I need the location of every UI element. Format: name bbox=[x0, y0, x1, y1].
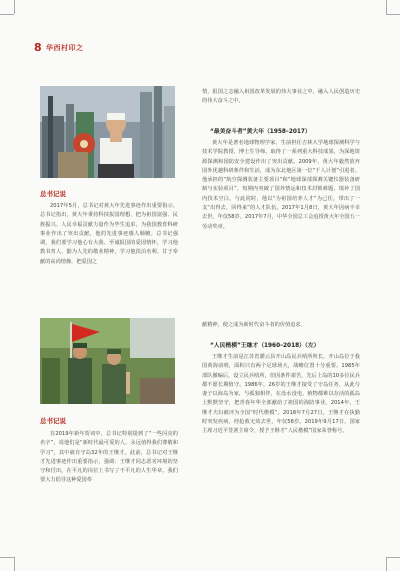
crop-mark bbox=[386, 557, 400, 558]
couple-photo-image bbox=[40, 318, 175, 404]
top-right-intro: 情，报国之志融入祖国改革发展的伟大事业之中，融入人民创造历史的伟大奋斗之中。 bbox=[202, 89, 360, 105]
crop-mark bbox=[0, 14, 14, 15]
bottom-left-text: 在2019年新年贺词中，总书记特别提到了“一些闪亮的名字”，说他们是“新时代最可爱的人，永远值得我们尊敬和学习”，其中就有守岛32年的王继才。此前，总书记对王继才先进事迹作出重要指示，强调：王继才同志恶劣环境的坚守和付出，在平凡的岗位上书写了不平凡的人生华章。我们要大力倡导这种爱国奉 bbox=[40, 431, 178, 484]
profile-text-huang-danian: 黄大年是著名地球物理学家，生前担任吉林大学地球探测科学与技术学院教授、博士生导师。取得了一系列重大科技成果，为深地资源探测和国防安全建设作出了突出贡献。2009年，黄大年毅然放弃国外优越科研条件和生活，成为东北地区第一位“千人计划”引进者。他承担的“航空探测装备主要项目”和“地球深部探测关键仪器装备研制与实验项目”，短期内突破了国外禁运和技术封锁难题，填补了国内技术空白。与此同时，他以“为祖国培养人才”为己任，带出了一支“出得去，回得来”的人才队伍。2017年1月8日，黄大年因病不幸去世，年仅58岁。2017年7月，中华全国总工会追授黄大年全国五一劳动奖章。 bbox=[202, 140, 360, 230]
page-number: 8 bbox=[34, 41, 42, 54]
crop-mark bbox=[386, 0, 387, 14]
top-left-text: 2017年5月，总书记对黄大年先进事迹作出重要指示。总书记指出，黄大年秉持科技报国理想，把为祖国富强、民族振兴、人民幸福贡献力量作为毕生追求，为我国教育科研事业作出了突出贡献，他的先进事迹感人肺腑。总书记强调，我们要学习他心有大我、至诚报国的爱国情怀，学习他教书育人、勤为人先的敬业精神，学习他淡泊名利、甘于奉献的高尚情操，把爱国之 bbox=[40, 203, 178, 265]
scientist-photo-image bbox=[40, 86, 175, 178]
profile-title-wang-jicai: “人民楷模”王继才（1960–2018）（左） bbox=[210, 343, 320, 349]
crop-mark bbox=[14, 557, 15, 571]
caption-zongshuji-shuo-2: 总书记说 bbox=[40, 417, 66, 425]
crop-mark bbox=[386, 14, 400, 15]
series-title: 华西村印之 bbox=[46, 44, 84, 52]
photo-scientist bbox=[40, 86, 175, 178]
crop-mark bbox=[386, 557, 387, 571]
profile-text-wang-jicai: 王继才生前是江苏省灌云县开山岛民兵哨所所长。开山岛位于我国黄海前哨，面积只有两个足球场大，战略位置十分重要。1985年部队撤编后，设立民兵哨所，但因条件艰苦，先后上岛的10多位民兵都不愿长期值守。1986年，26岁的王继才接受了守岛任务，从此与妻子以海岛为家，与孤独相伴，在没水没电、植物都难以存活的孤岛上默默坚守，把青春年华全部献给了祖国的海防事业。2014年，王继才夫妇被评为全国“时代楷模”。2018年7月27日，王继才在执勤时突发疾病，经抢救无效去世，年仅58岁。2019年9月17日，国家主席习近平签署主席令，授予王继才“人民楷模”国家荣誉称号。 bbox=[202, 354, 360, 435]
profile-title-huang-danian: “最美奋斗者”黄大年（1958–2017） bbox=[210, 129, 311, 135]
photo-couple bbox=[40, 318, 175, 404]
crop-mark bbox=[0, 557, 14, 558]
crop-mark bbox=[14, 0, 15, 14]
caption-zongshuji-shuo: 总书记说 bbox=[40, 190, 66, 198]
bottom-right-intro: 献精神，使之成为新时代奋斗者的价值追求。 bbox=[202, 322, 306, 328]
